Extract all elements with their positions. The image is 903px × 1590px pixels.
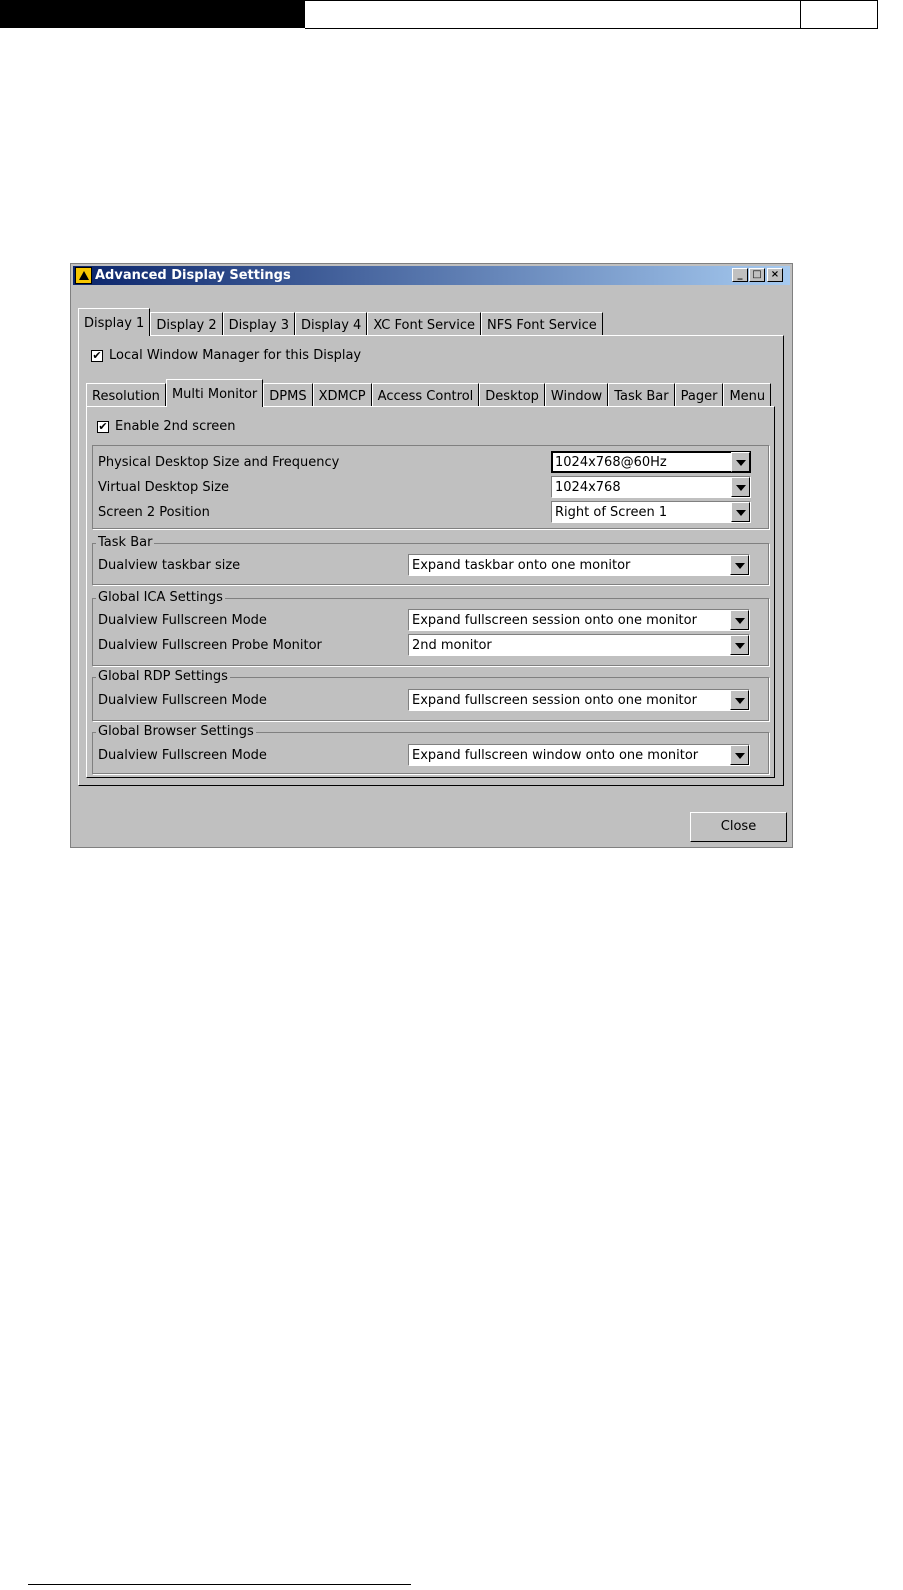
global-ica-settings-group <box>92 590 769 666</box>
close-window-button[interactable]: × <box>767 268 783 282</box>
ica-fullscreen-mode-value: Expand fullscreen session onto one monitor <box>412 613 697 628</box>
chevron-down-icon[interactable] <box>730 555 749 575</box>
browser-fullscreen-mode-label: Dualview Fullscreen Mode <box>98 748 267 763</box>
tab-resolution[interactable]: Resolution <box>86 383 166 407</box>
outer-tab-panel <box>78 335 784 786</box>
tab-pager[interactable]: Pager <box>675 383 724 407</box>
chevron-down-icon[interactable] <box>730 610 749 630</box>
browser-fullscreen-mode-value: Expand fullscreen window onto one monitor <box>412 748 699 763</box>
rdp-group-title: Global RDP Settings <box>98 669 228 684</box>
inner-tab-bar <box>86 379 771 407</box>
tab-xc-font-service[interactable]: XC Font Service <box>367 312 481 336</box>
browser-group-title: Global Browser Settings <box>98 724 254 739</box>
multi-monitor-panel <box>86 406 775 778</box>
chevron-down-icon[interactable] <box>730 745 749 765</box>
tab-desktop[interactable]: Desktop <box>479 383 545 407</box>
global-rdp-settings-group <box>92 669 769 721</box>
dualview-taskbar-label: Dualview taskbar size <box>98 558 241 573</box>
dualview-taskbar-value: Expand taskbar onto one monitor <box>412 558 631 573</box>
global-browser-settings-group <box>92 724 769 774</box>
ica-probe-monitor-combo[interactable] <box>408 634 750 656</box>
chevron-down-icon[interactable] <box>731 477 750 497</box>
header-middle-cell <box>305 0 801 29</box>
tab-multi-monitor[interactable]: Multi Monitor <box>166 379 263 407</box>
enable-2nd-screen-label: Enable 2nd screen <box>115 419 236 434</box>
chevron-down-icon[interactable] <box>730 690 749 710</box>
footer-rule <box>28 1584 411 1585</box>
ica-fullscreen-mode-label: Dualview Fullscreen Mode <box>98 613 267 628</box>
tab-window[interactable]: Window <box>545 383 608 407</box>
rdp-fullscreen-mode-label: Dualview Fullscreen Mode <box>98 693 267 708</box>
ica-probe-monitor-value: 2nd monitor <box>412 638 492 653</box>
physical-desktop-value: 1024x768@60Hz <box>555 455 667 470</box>
tab-nfs-font-service[interactable]: NFS Font Service <box>481 312 603 336</box>
ica-fullscreen-mode-combo[interactable] <box>408 609 750 631</box>
chevron-down-icon[interactable] <box>730 635 749 655</box>
task-bar-group-title: Task Bar <box>98 535 153 550</box>
task-bar-group <box>92 535 769 585</box>
dualview-taskbar-combo[interactable] <box>408 554 750 576</box>
screen-2-position-combo[interactable] <box>551 501 751 523</box>
title-bar[interactable] <box>73 266 790 285</box>
tab-display-4[interactable]: Display 4 <box>295 312 367 336</box>
rdp-fullscreen-mode-value: Expand fullscreen session onto one monitor <box>412 693 697 708</box>
browser-fullscreen-mode-combo[interactable] <box>408 744 750 766</box>
tab-dpms[interactable]: DPMS <box>263 383 312 407</box>
tab-menu[interactable]: Menu <box>723 383 771 407</box>
local-wm-checkbox[interactable]: ✔ <box>92 349 102 362</box>
screen-2-position-label: Screen 2 Position <box>98 505 210 520</box>
advanced-display-settings-window <box>70 263 793 848</box>
tab-task-bar[interactable]: Task Bar <box>608 383 674 407</box>
minimize-button[interactable]: _ <box>732 268 748 282</box>
ica-group-title: Global ICA Settings <box>98 590 223 605</box>
screen-2-position-value: Right of Screen 1 <box>555 505 668 520</box>
app-warning-icon <box>75 267 92 284</box>
virtual-desktop-value: 1024x768 <box>555 480 621 495</box>
close-button[interactable]: Close <box>690 812 787 842</box>
header-black-block <box>0 0 305 28</box>
local-wm-label: Local Window Manager for this Display <box>109 348 362 363</box>
enable-2nd-screen-checkbox[interactable]: ✔ <box>98 420 108 433</box>
ica-probe-monitor-label: Dualview Fullscreen Probe Monitor <box>98 638 322 653</box>
document-header <box>0 0 877 28</box>
window-title: Advanced Display Settings <box>95 268 291 283</box>
virtual-desktop-combo[interactable] <box>551 476 751 498</box>
physical-desktop-combo[interactable] <box>551 451 751 473</box>
tab-xdmcp[interactable]: XDMCP <box>313 383 372 407</box>
virtual-desktop-label: Virtual Desktop Size <box>98 480 230 495</box>
outer-tab-bar <box>78 308 603 336</box>
header-right-cell <box>800 0 878 29</box>
tab-access-control[interactable]: Access Control <box>372 383 480 407</box>
maximize-button[interactable]: □ <box>749 268 765 282</box>
physical-desktop-label: Physical Desktop Size and Frequency <box>98 455 340 470</box>
chevron-down-icon[interactable] <box>731 452 750 472</box>
tab-display-3[interactable]: Display 3 <box>223 312 295 336</box>
chevron-down-icon[interactable] <box>731 502 750 522</box>
tab-display-2[interactable]: Display 2 <box>150 312 222 336</box>
rdp-fullscreen-mode-combo[interactable] <box>408 689 750 711</box>
tab-display-1[interactable]: Display 1 <box>78 308 150 336</box>
screen-settings-group <box>92 445 769 529</box>
